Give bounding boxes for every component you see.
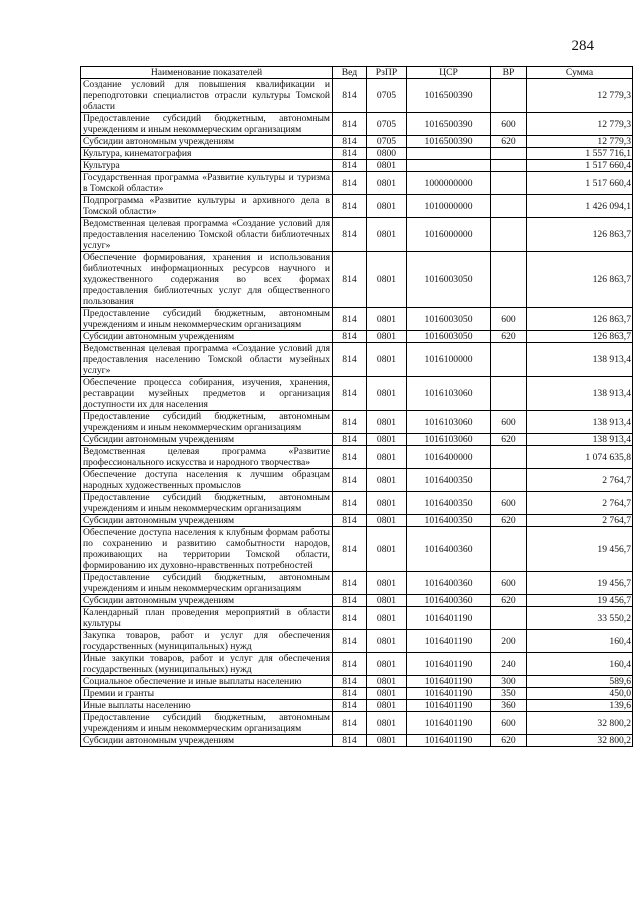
- cell-rzpr: 0801: [367, 434, 407, 446]
- cell-name: Предоставление субсидий бюджетным, автономным учреждениям и иным некоммерческим организациям: [81, 308, 333, 331]
- page-number: 284: [571, 38, 594, 54]
- cell-vr: 600: [491, 572, 527, 595]
- header-csr: ЦСР: [407, 67, 491, 79]
- cell-vr: [491, 446, 527, 469]
- cell-csr: 1016401190: [407, 676, 491, 688]
- cell-name: Предоставление субсидий бюджетным, автономным учреждениям и иным некоммерческим организациям: [81, 113, 333, 136]
- cell-sum: 1 517 660,4: [527, 172, 633, 195]
- cell-sum: 19 456,7: [527, 527, 633, 572]
- cell-vr: 240: [491, 653, 527, 676]
- cell-rzpr: 0801: [367, 160, 407, 172]
- table-row: [81, 712, 633, 735]
- cell-csr: [407, 148, 491, 160]
- cell-name: Субсидии автономным учреждениям: [81, 434, 333, 446]
- cell-vr: [491, 195, 527, 218]
- cell-vr: 620: [491, 595, 527, 607]
- cell-ved: 814: [333, 195, 367, 218]
- table-row: [81, 515, 633, 527]
- cell-vr: [491, 607, 527, 630]
- table-row: [81, 492, 633, 515]
- cell-rzpr: 0801: [367, 712, 407, 735]
- cell-csr: 1016103060: [407, 411, 491, 434]
- cell-rzpr: 0801: [367, 377, 407, 411]
- cell-ved: 814: [333, 377, 367, 411]
- cell-csr: 1016003050: [407, 331, 491, 343]
- cell-vr: 600: [491, 113, 527, 136]
- cell-rzpr: 0801: [367, 595, 407, 607]
- header-ved: Вед: [333, 67, 367, 79]
- cell-sum: 450,0: [527, 688, 633, 700]
- cell-csr: 1016401190: [407, 712, 491, 735]
- cell-name: Субсидии автономным учреждениям: [81, 331, 333, 343]
- cell-rzpr: 0801: [367, 653, 407, 676]
- table-row: [81, 331, 633, 343]
- cell-sum: 19 456,7: [527, 595, 633, 607]
- table-row: [81, 343, 633, 377]
- cell-name: Предоставление субсидий бюджетным, автономным учреждениям и иным некоммерческим организациям: [81, 411, 333, 434]
- cell-vr: 350: [491, 688, 527, 700]
- table-row: [81, 572, 633, 595]
- cell-sum: 1 074 635,8: [527, 446, 633, 469]
- cell-vr: 600: [491, 492, 527, 515]
- cell-rzpr: 0801: [367, 700, 407, 712]
- table-row: [81, 434, 633, 446]
- cell-ved: 814: [333, 331, 367, 343]
- cell-vr: [491, 527, 527, 572]
- table-row: [81, 411, 633, 434]
- table-row: [81, 700, 633, 712]
- cell-csr: 1016500390: [407, 79, 491, 113]
- cell-vr: 620: [491, 515, 527, 527]
- cell-sum: 12 779,3: [527, 79, 633, 113]
- cell-ved: 814: [333, 572, 367, 595]
- cell-csr: 1016401190: [407, 688, 491, 700]
- cell-csr: 1016400360: [407, 527, 491, 572]
- cell-vr: 620: [491, 434, 527, 446]
- cell-rzpr: 0801: [367, 527, 407, 572]
- cell-rzpr: 0705: [367, 136, 407, 148]
- cell-ved: 814: [333, 252, 367, 308]
- table-row: [81, 735, 633, 747]
- table-row: [81, 377, 633, 411]
- cell-sum: 139,6: [527, 700, 633, 712]
- cell-name: Государственная программа «Развитие культуры и туризма в Томской области»: [81, 172, 333, 195]
- cell-ved: 814: [333, 712, 367, 735]
- cell-name: Предоставление субсидий бюджетным, автономным учреждениям и иным некоммерческим организациям: [81, 492, 333, 515]
- cell-vr: [491, 172, 527, 195]
- cell-csr: 1016400360: [407, 595, 491, 607]
- cell-csr: 1016401190: [407, 653, 491, 676]
- cell-csr: 1016003050: [407, 308, 491, 331]
- cell-csr: 1016400000: [407, 446, 491, 469]
- cell-name: Календарный план проведения мероприятий в области культуры: [81, 607, 333, 630]
- cell-sum: 12 779,3: [527, 113, 633, 136]
- table-row: [81, 113, 633, 136]
- table-row: [81, 676, 633, 688]
- cell-vr: [491, 160, 527, 172]
- cell-csr: 1016401190: [407, 607, 491, 630]
- table-header-row: [81, 67, 633, 79]
- table-row: [81, 653, 633, 676]
- cell-ved: 814: [333, 113, 367, 136]
- cell-ved: 814: [333, 434, 367, 446]
- cell-rzpr: 0801: [367, 630, 407, 653]
- cell-sum: 32 800,2: [527, 735, 633, 747]
- cell-ved: 814: [333, 469, 367, 492]
- cell-csr: 1016003050: [407, 252, 491, 308]
- cell-vr: [491, 377, 527, 411]
- cell-name: Создание условий для повышения квалификации и переподготовки специалистов отрасли культуры Томской области: [81, 79, 333, 113]
- cell-csr: 1016100000: [407, 343, 491, 377]
- cell-sum: 126 863,7: [527, 331, 633, 343]
- cell-csr: 1016400350: [407, 515, 491, 527]
- cell-vr: 360: [491, 700, 527, 712]
- table-row: [81, 469, 633, 492]
- cell-rzpr: 0801: [367, 252, 407, 308]
- cell-vr: 620: [491, 136, 527, 148]
- cell-csr: 1016103060: [407, 377, 491, 411]
- cell-rzpr: 0801: [367, 469, 407, 492]
- cell-sum: 138 913,4: [527, 434, 633, 446]
- table-row: [81, 160, 633, 172]
- cell-name: Субсидии автономным учреждениям: [81, 515, 333, 527]
- cell-rzpr: 0801: [367, 607, 407, 630]
- cell-sum: 12 779,3: [527, 136, 633, 148]
- cell-vr: [491, 469, 527, 492]
- cell-rzpr: 0801: [367, 218, 407, 252]
- cell-csr: 1000000000: [407, 172, 491, 195]
- table-body: [81, 79, 633, 747]
- cell-ved: 814: [333, 527, 367, 572]
- cell-ved: 814: [333, 218, 367, 252]
- cell-sum: 2 764,7: [527, 492, 633, 515]
- cell-vr: 300: [491, 676, 527, 688]
- table-row: [81, 252, 633, 308]
- cell-sum: 160,4: [527, 653, 633, 676]
- cell-name: Предоставление субсидий бюджетным, автономным учреждениям и иным некоммерческим организациям: [81, 712, 333, 735]
- cell-ved: 814: [333, 136, 367, 148]
- table-row: [81, 308, 633, 331]
- cell-vr: 620: [491, 735, 527, 747]
- cell-ved: 814: [333, 172, 367, 195]
- cell-ved: 814: [333, 492, 367, 515]
- cell-rzpr: 0801: [367, 343, 407, 377]
- header-rzpr: РзПР: [367, 67, 407, 79]
- cell-ved: 814: [333, 607, 367, 630]
- cell-rzpr: 0801: [367, 688, 407, 700]
- cell-vr: [491, 252, 527, 308]
- cell-ved: 814: [333, 735, 367, 747]
- cell-sum: 33 550,2: [527, 607, 633, 630]
- cell-name: Подпрограмма «Развитие культуры и архивного дела в Томской области»: [81, 195, 333, 218]
- table-row: [81, 688, 633, 700]
- cell-csr: [407, 160, 491, 172]
- cell-rzpr: 0800: [367, 148, 407, 160]
- cell-csr: 1016400350: [407, 469, 491, 492]
- cell-sum: 1 517 660,4: [527, 160, 633, 172]
- cell-vr: 600: [491, 411, 527, 434]
- cell-name: Ведомственная целевая программа «Создание условий для предоставления населению Томской области библиотечных услуг»: [81, 218, 333, 252]
- cell-sum: 2 764,7: [527, 515, 633, 527]
- cell-sum: 2 764,7: [527, 469, 633, 492]
- table-row: [81, 595, 633, 607]
- table-row: [81, 446, 633, 469]
- cell-csr: 1016400350: [407, 492, 491, 515]
- cell-sum: 160,4: [527, 630, 633, 653]
- cell-sum: 19 456,7: [527, 572, 633, 595]
- cell-name: Ведомственная целевая программа «Развитие профессионального искусства и народного творчества»: [81, 446, 333, 469]
- cell-name: Обеспечение формирования, хранения и использования библиотечных информационных ресурсов научного и художественного содержания во всех формах предоставления библиотечных услуг для общественного пользования: [81, 252, 333, 308]
- cell-csr: 1016500390: [407, 136, 491, 148]
- cell-ved: 814: [333, 308, 367, 331]
- cell-sum: 126 863,7: [527, 252, 633, 308]
- table-row: [81, 607, 633, 630]
- table-row: [81, 136, 633, 148]
- cell-ved: 814: [333, 630, 367, 653]
- cell-name: Субсидии автономным учреждениям: [81, 136, 333, 148]
- cell-name: Социальное обеспечение и иные выплаты населению: [81, 676, 333, 688]
- cell-rzpr: 0801: [367, 446, 407, 469]
- cell-name: Предоставление субсидий бюджетным, автономным учреждениям и иным некоммерческим организациям: [81, 572, 333, 595]
- cell-csr: 1016103060: [407, 434, 491, 446]
- cell-rzpr: 0801: [367, 515, 407, 527]
- budget-table: [80, 66, 633, 747]
- cell-ved: 814: [333, 515, 367, 527]
- cell-csr: 1016400360: [407, 572, 491, 595]
- cell-ved: 814: [333, 653, 367, 676]
- cell-rzpr: 0801: [367, 195, 407, 218]
- table-row: [81, 172, 633, 195]
- cell-ved: 814: [333, 160, 367, 172]
- cell-vr: [491, 79, 527, 113]
- cell-sum: 126 863,7: [527, 308, 633, 331]
- cell-rzpr: 0801: [367, 411, 407, 434]
- cell-csr: 1010000000: [407, 195, 491, 218]
- table-row: [81, 630, 633, 653]
- cell-rzpr: 0705: [367, 79, 407, 113]
- cell-vr: 200: [491, 630, 527, 653]
- cell-name: Обеспечение доступа населения к клубным формам работы по сохранению и развитию самобытности народов, проживающих на территории Томской области, формированию их духовно-нравственных потребностей: [81, 527, 333, 572]
- table-row: [81, 218, 633, 252]
- cell-ved: 814: [333, 411, 367, 434]
- cell-sum: 1 426 094,1: [527, 195, 633, 218]
- cell-rzpr: 0801: [367, 308, 407, 331]
- cell-csr: 1016401190: [407, 630, 491, 653]
- cell-ved: 814: [333, 676, 367, 688]
- cell-vr: 620: [491, 331, 527, 343]
- cell-rzpr: 0801: [367, 572, 407, 595]
- cell-name: Закупка товаров, работ и услуг для обеспечения государственных (муниципальных) нужд: [81, 630, 333, 653]
- cell-sum: 32 800,2: [527, 712, 633, 735]
- cell-csr: 1016401190: [407, 700, 491, 712]
- cell-name: Субсидии автономным учреждениям: [81, 595, 333, 607]
- cell-rzpr: 0705: [367, 113, 407, 136]
- cell-ved: 814: [333, 446, 367, 469]
- header-sum: Сумма: [527, 67, 633, 79]
- cell-name: Культура: [81, 160, 333, 172]
- cell-sum: 1 557 716,1: [527, 148, 633, 160]
- cell-rzpr: 0801: [367, 492, 407, 515]
- cell-name: Обеспечение процесса собирания, изучения, хранения, реставрации музейных предметов и организация доступности их для населения: [81, 377, 333, 411]
- cell-ved: 814: [333, 688, 367, 700]
- cell-ved: 814: [333, 343, 367, 377]
- cell-name: Иные выплаты населению: [81, 700, 333, 712]
- cell-vr: [491, 343, 527, 377]
- header-name: Наименование показателей: [81, 67, 333, 79]
- table-row: [81, 195, 633, 218]
- cell-csr: 1016000000: [407, 218, 491, 252]
- cell-ved: 814: [333, 79, 367, 113]
- cell-rzpr: 0801: [367, 331, 407, 343]
- table-row: [81, 527, 633, 572]
- table-row: [81, 148, 633, 160]
- cell-ved: 814: [333, 700, 367, 712]
- cell-rzpr: 0801: [367, 735, 407, 747]
- cell-ved: 814: [333, 595, 367, 607]
- cell-sum: 138 913,4: [527, 377, 633, 411]
- cell-csr: 1016401190: [407, 735, 491, 747]
- cell-csr: 1016500390: [407, 113, 491, 136]
- table-row: [81, 79, 633, 113]
- cell-vr: 600: [491, 712, 527, 735]
- cell-vr: [491, 148, 527, 160]
- cell-rzpr: 0801: [367, 676, 407, 688]
- cell-sum: 589,6: [527, 676, 633, 688]
- cell-name: Субсидии автономным учреждениям: [81, 735, 333, 747]
- cell-name: Ведомственная целевая программа «Создание условий для предоставления населению Томской области музейных услуг»: [81, 343, 333, 377]
- cell-name: Премии и гранты: [81, 688, 333, 700]
- cell-sum: 138 913,4: [527, 411, 633, 434]
- cell-name: Обеспечение доступа населения к лучшим образцам народных художественных промыслов: [81, 469, 333, 492]
- header-vr: ВР: [491, 67, 527, 79]
- cell-name: Культура, кинематография: [81, 148, 333, 160]
- cell-rzpr: 0801: [367, 172, 407, 195]
- cell-sum: 126 863,7: [527, 218, 633, 252]
- cell-ved: 814: [333, 148, 367, 160]
- cell-sum: 138 913,4: [527, 343, 633, 377]
- cell-name: Иные закупки товаров, работ и услуг для обеспечения государственных (муниципальных) нужд: [81, 653, 333, 676]
- cell-vr: 600: [491, 308, 527, 331]
- cell-vr: [491, 218, 527, 252]
